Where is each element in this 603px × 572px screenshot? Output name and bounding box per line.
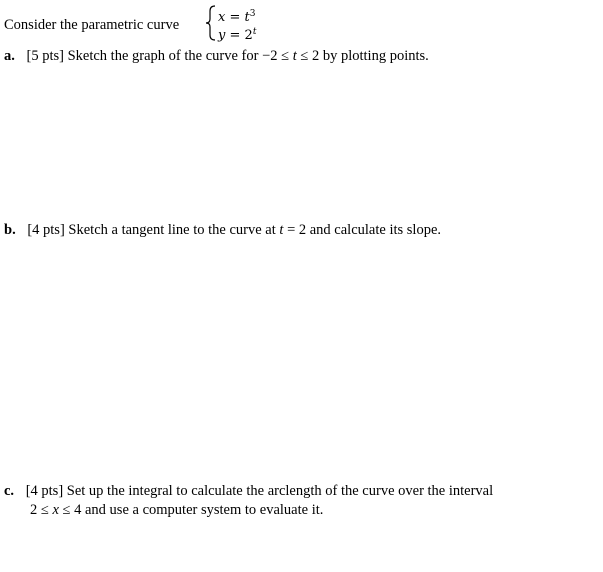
part-b-letter: b. — [4, 222, 16, 238]
part-b-var: t — [279, 222, 284, 238]
part-b — [4, 221, 441, 239]
eq1-base: t — [244, 10, 250, 25]
part-c-math-2: ≤ 4 — [58, 502, 82, 518]
intro-text: Consider the parametric curve — [4, 17, 180, 33]
part-b-points: [4 pts] — [27, 222, 65, 238]
part-a-text-2: by plotting points. — [319, 48, 429, 64]
part-c-text-1: Set up the integral to calculate the arclength of the curve over the interval — [66, 483, 494, 499]
equation-y — [218, 25, 256, 43]
part-b-text-2: and calculate its slope. — [306, 222, 442, 238]
part-a-points: [5 pts] — [26, 48, 64, 64]
eq2-rel: = — [225, 28, 245, 43]
part-c-line-2 — [30, 501, 323, 519]
parametric-system — [204, 4, 274, 42]
left-brace-icon — [204, 4, 218, 42]
part-c-var: x — [52, 502, 59, 518]
part-c-text-2: and use a computer system to evaluate it. — [81, 502, 324, 518]
eq1-exp: 3 — [249, 9, 256, 19]
part-b-math-1: = 2 — [283, 222, 307, 238]
part-b-text-1: Sketch a tangent line to the curve at — [68, 222, 280, 238]
part-a — [4, 47, 429, 65]
part-c-math-1: 2 ≤ — [30, 502, 53, 518]
part-a-text-1: Sketch the graph of the curve for — [67, 48, 263, 64]
part-c-points: [4 pts] — [25, 483, 64, 499]
part-a-math-1: −2 ≤ — [262, 48, 293, 64]
eq2-lhs: y — [218, 28, 226, 43]
equation-x — [218, 7, 255, 25]
part-a-math-2: ≤ 2 — [296, 48, 320, 64]
part-a-letter: a. — [4, 48, 15, 64]
eq1-lhs: x — [218, 10, 226, 25]
eq1-rel: = — [225, 10, 245, 25]
eq2-exp: t — [252, 27, 257, 37]
part-c-letter: c. — [4, 483, 15, 499]
part-c — [4, 482, 493, 500]
part-a-var: t — [292, 48, 297, 64]
eq2-base: 2 — [244, 28, 253, 43]
